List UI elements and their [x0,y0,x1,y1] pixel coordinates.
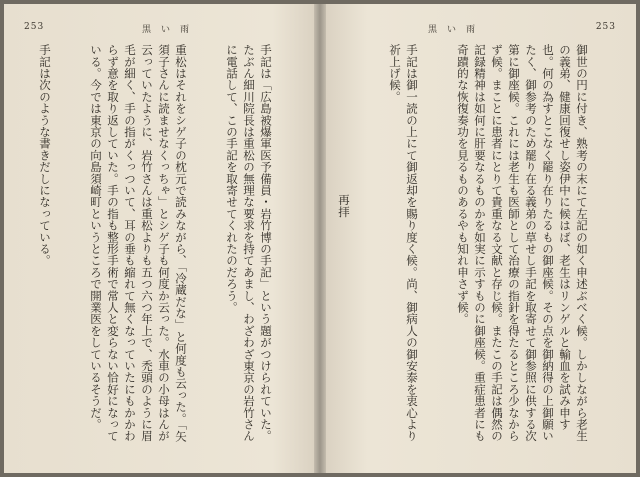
right-page [320,4,636,473]
closing-salutation: 再拝 [337,194,351,218]
left-running-title: 黒い雨 [142,25,200,35]
left-page-number: 253 [24,22,45,32]
right-page-number: 253 [595,22,616,32]
left-page-body [16,44,308,451]
paragraph: 手記は「広島被爆軍医予備員・岩竹博の手記」という題がつけられていた。たぶん細川院長は重松の無理な要求を持てあまし、わざわざ東京の岩竹さんに電話して、この手記を取寄せてくれたのだろう。 [225,44,273,442]
paragraph: 手記は御一読の上にて御返却を賜り度く候。尚、御病人の御安泰を衷心より祈上げ候。 [388,44,419,442]
paragraph: 手記は次のような書きだしになっている。 [38,44,52,267]
paragraph: 御世の円に付き、熟考の末にて左記の如く申述ぶべく候。しかしながら老生の義弟、健康回復せし姿伊中に候はば、老生はリンゲルと輸血を試み申す也。何の為すとこなく罷り在りたるもの御座候。その点を御納得の上御願いたく、御参考のため罷り在る義弟の草せし手記を取寄せて御参照に供する次第に御座候。これには老生も医師として治療の指針を得たるところ少なからず候。まことに患者にとりて貴重なる文献と存じ候。またこの手記は偶然の記録精神は如何に肝要なるものかを如実に示すものに御座候。重症患者にも奇蹟的な恢復奏功を見るものあるやも知れ申さず候。 [456,44,589,442]
left-page [4,4,320,473]
paragraph: 重松はそれをシゲ子の枕元で読みながら、「冷蔵だな」と何度も云った。「矢須子さんに読ませなくっちゃ」とシゲ子も何度か云った。水車の小母はんが云っていたように、岩竹さんは重松よりも五つ六つ年上で、禿頭のように眉毛が細く、手の指がくっついて、耳の垂も縮れて無くなっていたにもかかわらず意を取り返していた。手の指も整形手術で常人と変らない恰好になっている。今では東京の向島須崎町というところで開業医をしているそうだ。 [89,44,188,442]
right-page-body [332,44,624,451]
book-gutter [314,4,326,473]
right-running-title: 黒い雨 [428,25,486,35]
